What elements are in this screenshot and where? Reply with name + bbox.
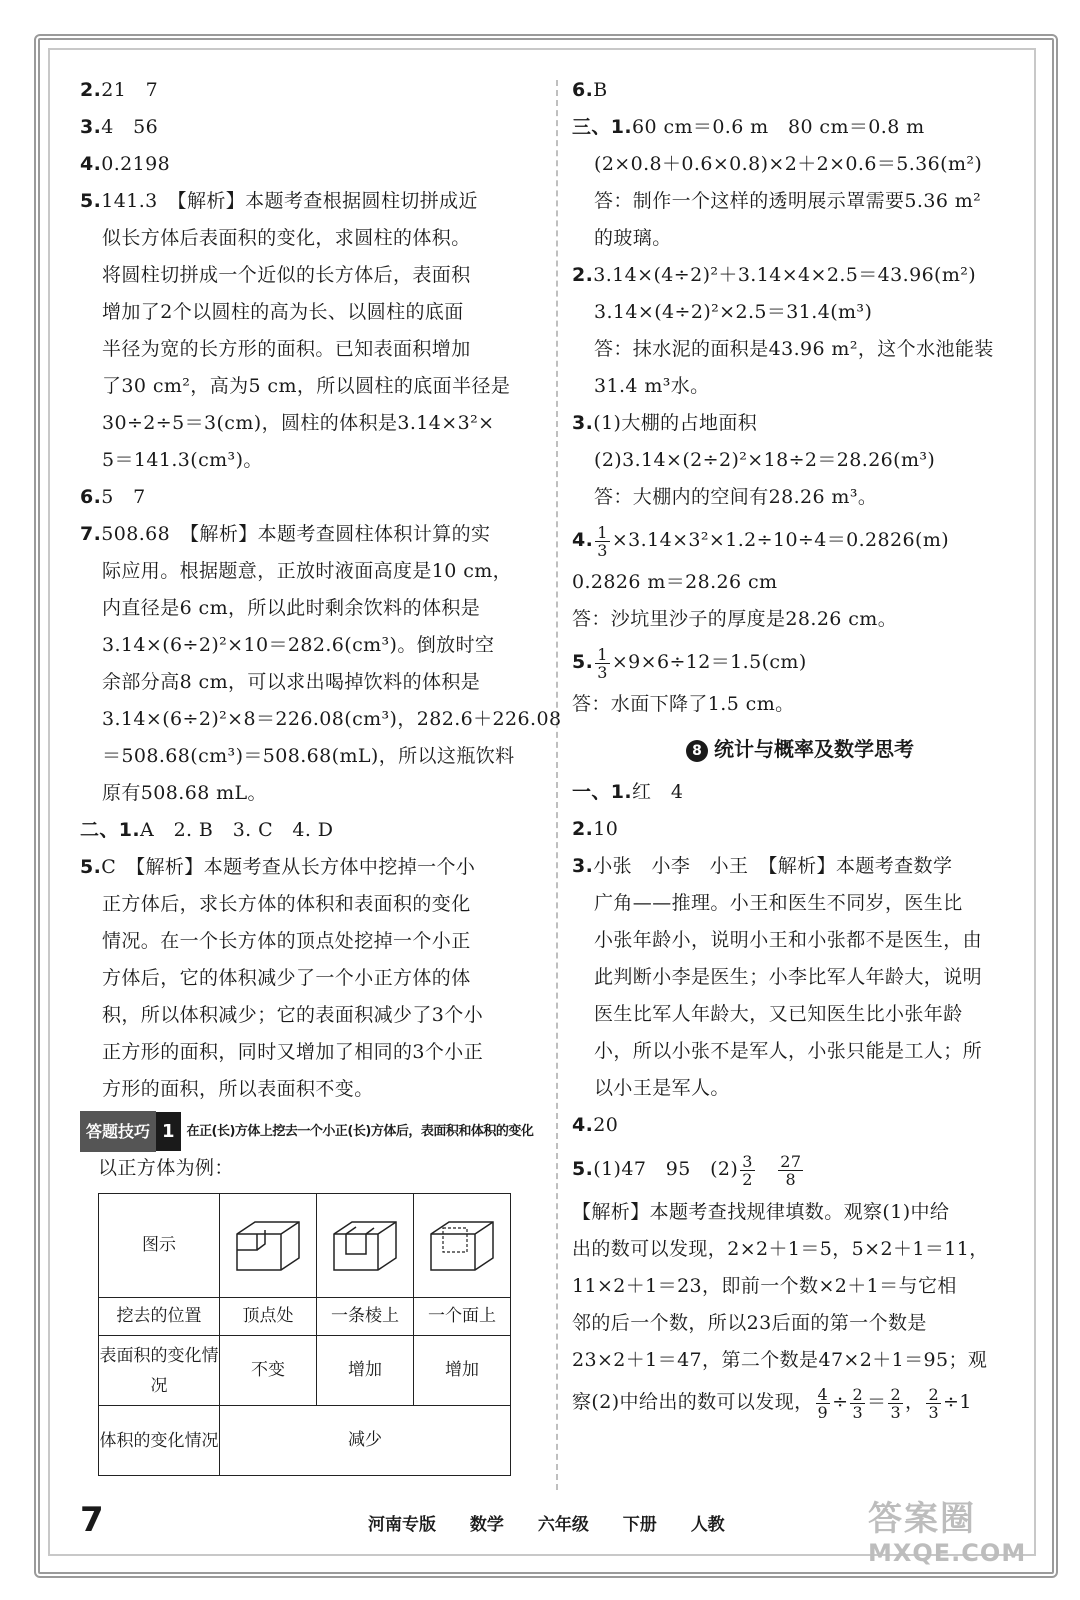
text-line	[80, 368, 540, 405]
tip-label: 答题技巧	[80, 1111, 156, 1152]
line-text: 似长方体后表面积的变化，求圆柱的体积。	[102, 227, 471, 249]
line-text: 广角——推理。小王和医生不同岁，医生比	[594, 892, 963, 914]
line-text: 508.68 【解析】本题考查圆柱体积计算的实	[101, 523, 491, 545]
line-text: 60 cm＝0.6 m 80 cm＝0.8 m	[632, 116, 925, 138]
text-line	[572, 1107, 1028, 1144]
watermark: 答案圈 MXQE.COM	[868, 1499, 1027, 1567]
line-text: 答：制作一个这样的透明展示罩需要5.36 m²	[594, 190, 982, 212]
text-line	[572, 922, 1028, 959]
line-text: 30÷2÷5＝3(cm)，圆柱的体积是3.14×3²×	[102, 412, 495, 434]
footer-volume: 下册	[622, 1515, 657, 1535]
answer-4: 4. $\frac{1}{3}$ ×3.14×3²×1.2÷10÷4＝0.2826(m)	[572, 522, 950, 560]
text-line	[572, 811, 1028, 848]
text-line	[80, 553, 540, 590]
line-text: 红 4	[632, 781, 684, 803]
q-number: 7.	[80, 523, 102, 545]
text-line	[80, 886, 540, 923]
tip-title: 在正(长)方体上挖去一个小正(长)方体后，表面积和体积的变化	[186, 1123, 534, 1139]
line-text: 邻的后一个数，所以23后面的第一个数是	[572, 1312, 927, 1334]
volume-header: 体积的变化情况	[99, 1406, 220, 1476]
line-text: 3.14×(4÷2)²＋3.14×4×2.5＝43.96(m²)	[593, 264, 977, 286]
q-number: 2.	[572, 264, 594, 286]
text-line	[572, 72, 1028, 109]
fraction: $\frac{1}{3}$	[597, 522, 608, 560]
line-text: 方形的面积，所以表面积不变。	[102, 1078, 374, 1100]
line-text: 小张年龄小，说明小王和小张都不是医生，由	[594, 929, 983, 951]
text-line	[80, 109, 540, 146]
analysis-block	[572, 1194, 1028, 1379]
line-text: 31.4 m³水。	[594, 375, 710, 397]
line-text: A 2. B 3. C 4. D	[140, 819, 334, 841]
section-badge: 8	[686, 740, 708, 762]
line-text: 将圆柱切拼成一个近似的长方体后，表面积	[102, 264, 471, 286]
text-line	[80, 516, 540, 553]
line-text: 11×2＋1＝23，即前一个数×2＋1＝与它相	[572, 1275, 957, 1297]
text-line	[80, 812, 540, 849]
answer-4-line2: 0.2826 m＝28.26 cm	[572, 571, 778, 593]
line-text: 5＝141.3(cm³)。	[102, 449, 263, 471]
line-text: 余部分高8 cm，可以求出喝掉饮料的体积是	[102, 671, 481, 693]
answer-5: 5. $\frac{1}{3}$ ×9×6÷12＝1.5(cm)	[572, 644, 807, 682]
line-text: B	[593, 79, 608, 101]
answer-4-line3: 答：沙坑里沙子的厚度是28.26 cm。	[572, 608, 898, 630]
line-text: 0.2198	[101, 153, 171, 175]
line-text: 增加了2个以圆柱的高为长、以圆柱的底面	[102, 301, 464, 323]
text-line	[80, 331, 540, 368]
line-text: 方体后，它的体积减少了一个小正方体的体	[102, 967, 471, 989]
line-text: 23×2＋1＝47，第二个数是47×2＋1＝95；观	[572, 1349, 988, 1371]
footer-subject: 数学	[469, 1515, 504, 1535]
fraction: $\frac{3}{2}$	[742, 1151, 753, 1189]
text-line	[80, 590, 540, 627]
section-title	[572, 731, 1028, 768]
text-line	[572, 1231, 1028, 1268]
footer	[368, 1510, 753, 1535]
text-line	[80, 1034, 540, 1071]
line-text: 际应用。根据题意，正放时液面高度是10 cm，	[102, 560, 513, 582]
text-line	[80, 479, 540, 516]
line-text: 5 7	[101, 486, 146, 508]
line-text: 21 7	[101, 79, 159, 101]
text-line	[80, 442, 540, 479]
line-text: 医生比军人年龄大，又已知医生比小张年龄	[594, 1003, 963, 1025]
text-line	[572, 109, 1028, 146]
text-line	[572, 1033, 1028, 1070]
tip-table	[98, 1193, 511, 1476]
position-edge: 一条棱上	[317, 1298, 414, 1336]
cube-corner-icon	[233, 1218, 303, 1274]
right-answers-top	[572, 72, 1028, 516]
q-number: 3.	[572, 855, 594, 877]
line-text: 原有508.68 mL。	[102, 782, 267, 804]
text-line	[80, 1071, 540, 1108]
column-divider	[556, 80, 558, 1490]
text-line	[80, 72, 540, 109]
fraction: $\frac{1}{3}$	[597, 644, 608, 682]
text-line	[80, 664, 540, 701]
text-line	[572, 331, 1028, 368]
right-answers-bottom	[572, 774, 1028, 1144]
line-text: (2)3.14×(2÷2)²×18÷2＝28.26(m³)	[594, 449, 936, 471]
text-line	[572, 848, 1028, 885]
area-header: 表面积的变化情况	[99, 1336, 220, 1406]
text-line	[80, 146, 540, 183]
area-corner: 不变	[220, 1336, 317, 1406]
area-edge: 增加	[317, 1336, 414, 1406]
text-line	[80, 738, 540, 775]
text-line	[572, 146, 1028, 183]
q-number: 4.	[572, 529, 594, 551]
text-line	[572, 405, 1028, 442]
text-line	[572, 1342, 1028, 1379]
text-line	[80, 701, 562, 738]
answer-5-line2: 答：水面下降了1.5 cm。	[572, 693, 795, 715]
line-text: 以小王是军人。	[594, 1077, 730, 1099]
text-line	[572, 257, 1028, 294]
footer-grade: 六年级	[537, 1515, 589, 1535]
line-text: 141.3 【解析】本题考查根据圆柱切拼成近	[101, 190, 478, 212]
line-text: 半径为宽的长方形的面积。已知表面积增加	[102, 338, 471, 360]
footer-publisher: 人教	[690, 1515, 725, 1535]
q-number: 5.	[572, 651, 594, 673]
position-face: 一个面上	[414, 1298, 511, 1336]
section-title-text: 统计与概率及数学思考	[714, 737, 914, 761]
line-text: C 【解析】本题考查从长方体中挖掉一个小	[101, 856, 476, 878]
q-number: 2.	[80, 79, 102, 101]
q-number: 6.	[572, 79, 594, 101]
line-text: (2×0.8＋0.6×0.8)×2＋2×0.6＝5.36(m²)	[594, 153, 983, 175]
text-line	[80, 627, 540, 664]
text-line	[80, 257, 540, 294]
q-number: 3.	[80, 116, 102, 138]
text-line	[572, 1194, 1028, 1231]
figure-header: 图示	[99, 1194, 220, 1298]
q-number: 一、1.	[572, 781, 633, 803]
cube-corner-figure	[220, 1194, 317, 1298]
text-line	[572, 774, 1028, 811]
position-corner: 顶点处	[220, 1298, 317, 1336]
line-text: 10	[593, 818, 619, 840]
text-line	[572, 1305, 1028, 1342]
q-number: 5.	[80, 190, 102, 212]
text-line	[572, 368, 1028, 405]
page-number: 7	[80, 1500, 104, 1540]
answer-5b: 5.(1)47 95 (2) $\frac{3}{2}$ $\frac{27}{8}$	[572, 1151, 802, 1189]
line-text: 答：大棚内的空间有28.26 m³。	[594, 486, 878, 508]
tip-intro: 以正方体为例：	[98, 1157, 234, 1179]
volume-value: 减少	[220, 1406, 511, 1476]
analysis-last-line: 察(2)中给出的数可以发现， $\frac{4}{9}$ ÷ $\frac{2}{3}$ ＝ $\frac{2}{3}$ ， $\frac{2}{3}$ ÷1	[572, 1384, 972, 1422]
line-text: 【解析】本题考查找规律填数。观察(1)中给	[572, 1201, 950, 1223]
cube-edge-figure	[317, 1194, 414, 1298]
text-line	[572, 442, 1028, 479]
footer-edition: 河南专版	[368, 1515, 436, 1535]
line-text: 3.14×(6÷2)²×8＝226.08(cm³)，282.6＋226.08	[102, 708, 562, 730]
tip-number: 1	[156, 1112, 181, 1151]
q-number: 5.	[80, 856, 102, 878]
line-text: 3.14×(6÷2)²×10＝282.6(cm³)。倒放时空	[102, 634, 495, 656]
line-text: 此判断小李是医生；小李比军人年龄大，说明	[594, 966, 983, 988]
text-line	[80, 183, 540, 220]
area-face: 增加	[414, 1336, 511, 1406]
right-column	[572, 72, 1028, 1425]
text-line	[572, 885, 1028, 922]
line-text: 内直径是6 cm，所以此时剩余饮料的体积是	[102, 597, 481, 619]
q-number: 6.	[80, 486, 102, 508]
text-line	[80, 294, 540, 331]
text-line	[572, 183, 1028, 220]
q-number: 二、1.	[80, 819, 141, 841]
text-line	[572, 220, 1028, 257]
line-text: 20	[593, 1114, 619, 1136]
line-text: 正方形的面积，同时又增加了相同的3个小正	[102, 1041, 484, 1063]
line-text: 出的数可以发现，2×2＋1＝5，5×2＋1＝11，	[572, 1238, 989, 1260]
line-text: 正方体后，求长方体的体积和表面积的变化	[102, 893, 471, 915]
text-line	[80, 220, 540, 257]
q-number: 3.	[572, 412, 594, 434]
text-line	[80, 923, 540, 960]
line-text: 积，所以体积减少；它的表面积减少了3个小	[102, 1004, 484, 1026]
left-column	[80, 72, 562, 1476]
line-text: 小张 小李 小王 【解析】本题考查数学	[593, 855, 953, 877]
cube-edge-icon	[330, 1218, 400, 1274]
text-line	[80, 775, 540, 812]
cube-face-icon	[427, 1218, 497, 1274]
text-line	[80, 849, 540, 886]
position-header: 挖去的位置	[99, 1298, 220, 1336]
line-text: 答：抹水泥的面积是43.96 m²，这个水池能装	[594, 338, 994, 360]
q-number: 三、1.	[572, 116, 633, 138]
text-line	[572, 1070, 1028, 1107]
text-line	[572, 1268, 1028, 1305]
line-text: (1)大棚的占地面积	[593, 412, 758, 434]
answer-tip-bar	[80, 1116, 540, 1146]
line-text: 小，所以小张不是军人，小张只能是工人；所	[594, 1040, 983, 1062]
text-line	[80, 997, 540, 1034]
line-text: 4 56	[101, 116, 159, 138]
text-line	[572, 959, 1028, 996]
left-answers	[80, 72, 562, 1108]
line-text: 情况。在一个长方体的顶点处挖掉一个小正	[102, 930, 471, 952]
text-line	[80, 960, 540, 997]
text-line	[572, 479, 1028, 516]
text-line	[80, 405, 540, 442]
line-text: ＝508.68(cm³)＝508.68(mL)，所以这瓶饮料	[102, 745, 515, 767]
text-line	[572, 996, 1028, 1033]
q-number: 4.	[572, 1114, 594, 1136]
line-text: 的玻璃。	[594, 227, 672, 249]
q-number: 2.	[572, 818, 594, 840]
line-text: 3.14×(4÷2)²×2.5＝31.4(m³)	[594, 301, 873, 323]
line-text: 了30 cm²，高为5 cm，所以圆柱的底面半径是	[102, 375, 511, 397]
fraction: $\frac{27}{8}$	[780, 1151, 802, 1189]
q-number: 4.	[80, 153, 102, 175]
cube-face-figure	[414, 1194, 511, 1298]
text-line	[572, 294, 1028, 331]
